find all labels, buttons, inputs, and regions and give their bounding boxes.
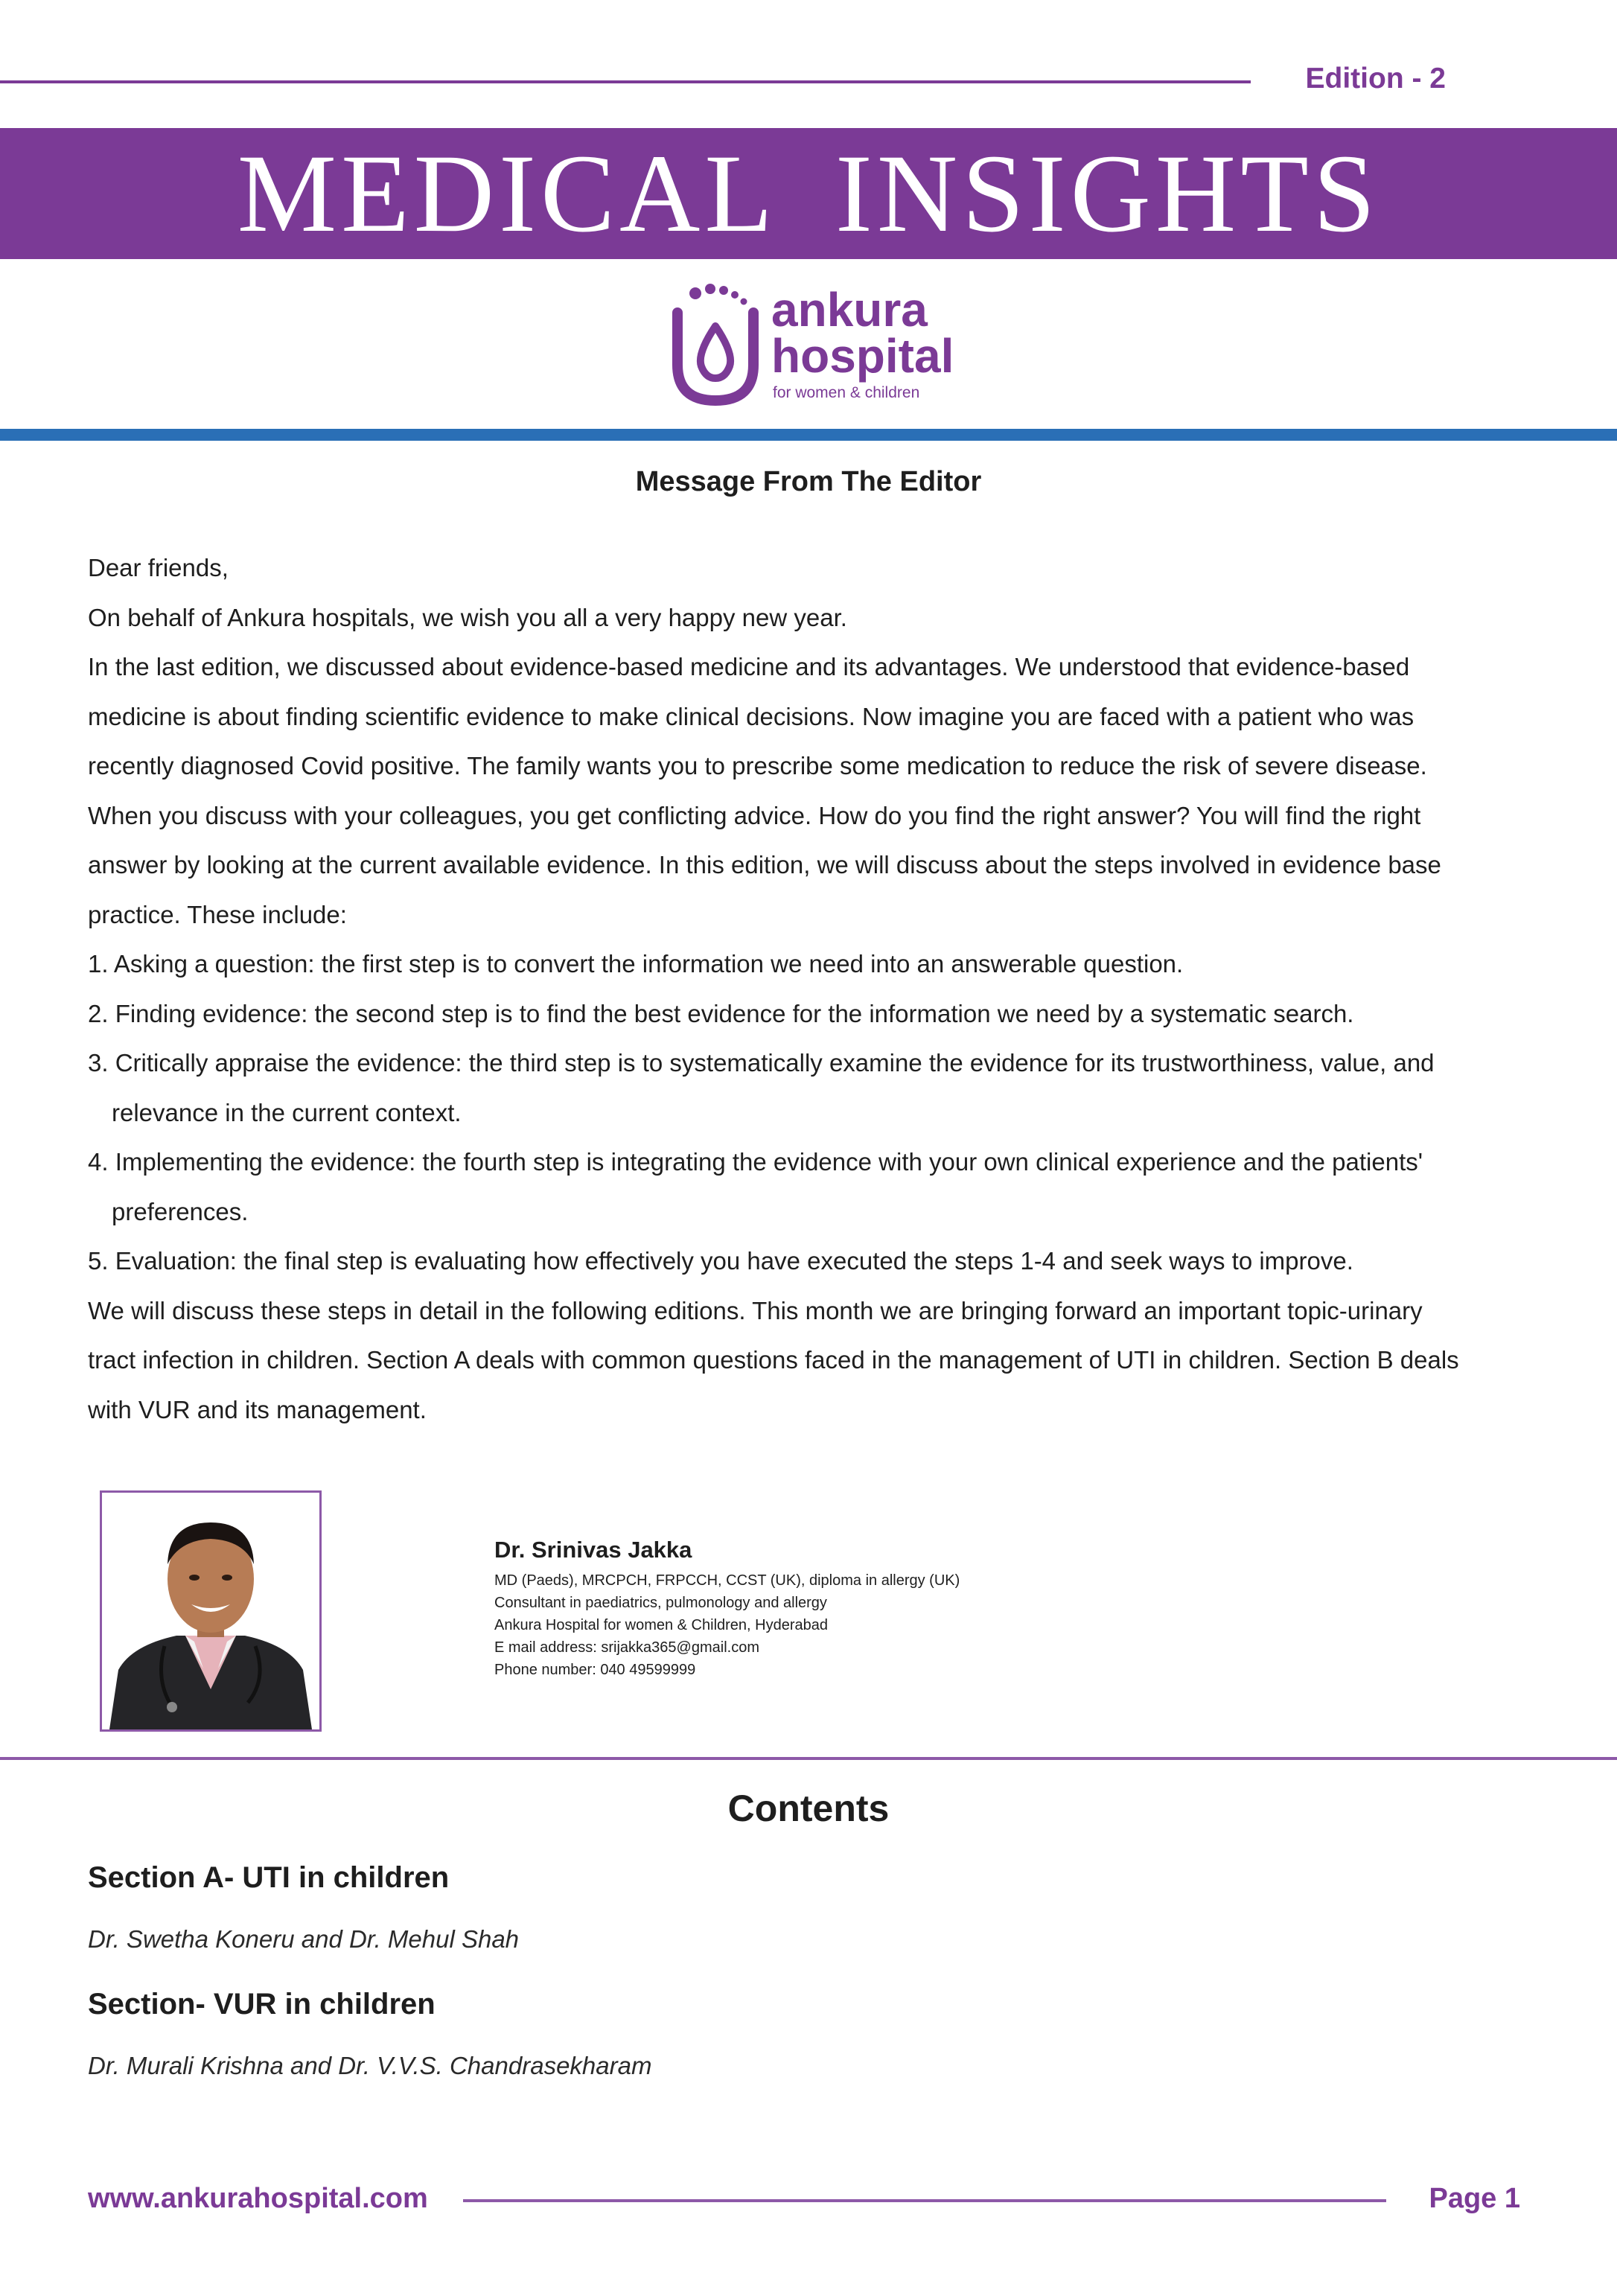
letter-line: When you discuss with your colleagues, you get conflicting advice. How do you find the right answer? You will find the right <box>88 801 1421 829</box>
step-item: 5. Evaluation: the final step is evaluating how effectively you have executed the steps 1-4 and seek ways to improve. <box>88 1247 1353 1275</box>
letter-line: In the last edition, we discussed about evidence-based medicine and its advantages. We understood that evidence-based <box>88 653 1410 680</box>
edition-label: Edition - 2 <box>1305 63 1446 95</box>
footer-divider <box>463 2199 1386 2202</box>
step-item: 1. Asking a question: the first step is to convert the information we need into an answerable question. <box>88 950 1184 978</box>
letter-line: tract infection in children. Section A deals with common questions faced in the management of UTI in children. Section B deals <box>88 1346 1459 1374</box>
header-blue-divider <box>0 429 1617 441</box>
author-credential: Ankura Hospital for women & Children, Hyderabad <box>494 1617 828 1633</box>
editor-letter <box>88 543 1540 1435</box>
logo-tagline: for women & children <box>773 384 920 401</box>
author-name: Dr. Srinivas Jakka <box>494 1537 692 1563</box>
author-credential: Consultant in paediatrics, pulmonology and allergy <box>494 1595 827 1611</box>
contents-section-heading: Section A- UTI in children <box>88 1861 450 1894</box>
letter-line: practice. These include: <box>88 900 347 928</box>
page-number: Page 1 <box>1429 2183 1520 2214</box>
author-credential: MD (Paeds), MRCPCH, FRPCCH, CCST (UK), diploma in allergy (UK) <box>494 1572 960 1589</box>
step-item-continued: preferences. <box>112 1197 249 1225</box>
letter-line: medicine is about finding scientific evidence to make clinical decisions. Now imagine you are faced with a patient who was <box>88 702 1415 730</box>
author-portrait-image <box>102 1493 319 1729</box>
letter-line: recently diagnosed Covid positive. The family wants you to prescribe some medication to reduce the risk of severe disease. <box>88 752 1427 779</box>
author-photo <box>100 1490 322 1732</box>
logo-word-hospital: hospital <box>771 329 954 383</box>
top-divider <box>0 80 1251 83</box>
letter-line: Dear friends, <box>88 554 229 581</box>
letter-line: We will discuss these steps in detail in the following editions. This month we are bringing forward an important topic-urinary <box>88 1296 1423 1324</box>
contents-divider <box>0 1757 1617 1760</box>
letter-line: answer by looking at the current available evidence. In this edition, we will discuss about the steps involved in evidence base <box>88 851 1441 878</box>
step-item: 2. Finding evidence: the second step is to find the best evidence for the information we need by a systematic search. <box>88 999 1354 1027</box>
footprint-logo-icon <box>667 283 764 406</box>
author-credential: Phone number: 040 49599999 <box>494 1662 696 1678</box>
logo-word-ankura: ankura <box>771 283 928 337</box>
footer-website-link[interactable]: www.ankurahospital.com <box>88 2183 428 2214</box>
letter-line: with VUR and its management. <box>88 1395 427 1423</box>
letter-line: On behalf of Ankura hospitals, we wish you all a very happy new year. <box>88 603 847 631</box>
author-details <box>494 1537 1239 1681</box>
editor-message-heading: Message From The Editor <box>635 466 982 497</box>
hospital-logo <box>667 283 980 409</box>
step-item-continued: relevance in the current context. <box>112 1098 462 1126</box>
contents-section-authors: Dr. Swetha Koneru and Dr. Mehul Shah <box>88 1925 520 1953</box>
step-item: 3. Critically appraise the evidence: the third step is to systematically examine the evidence for its trustworthiness, value, and <box>88 1049 1435 1077</box>
publication-title: MEDICAL INSIGHTS <box>237 132 1380 255</box>
author-credential: E mail address: srijakka365@gmail.com <box>494 1639 759 1656</box>
contents-heading: Contents <box>727 1788 890 1829</box>
contents-section-heading: Section- VUR in children <box>88 1988 436 2021</box>
contents-section-authors: Dr. Murali Krishna and Dr. V.V.S. Chandrasekharam <box>88 2052 652 2079</box>
masthead-banner <box>0 128 1617 259</box>
step-item: 4. Implementing the evidence: the fourth step is integrating the evidence with your own clinical experience and the patients' <box>88 1148 1423 1176</box>
